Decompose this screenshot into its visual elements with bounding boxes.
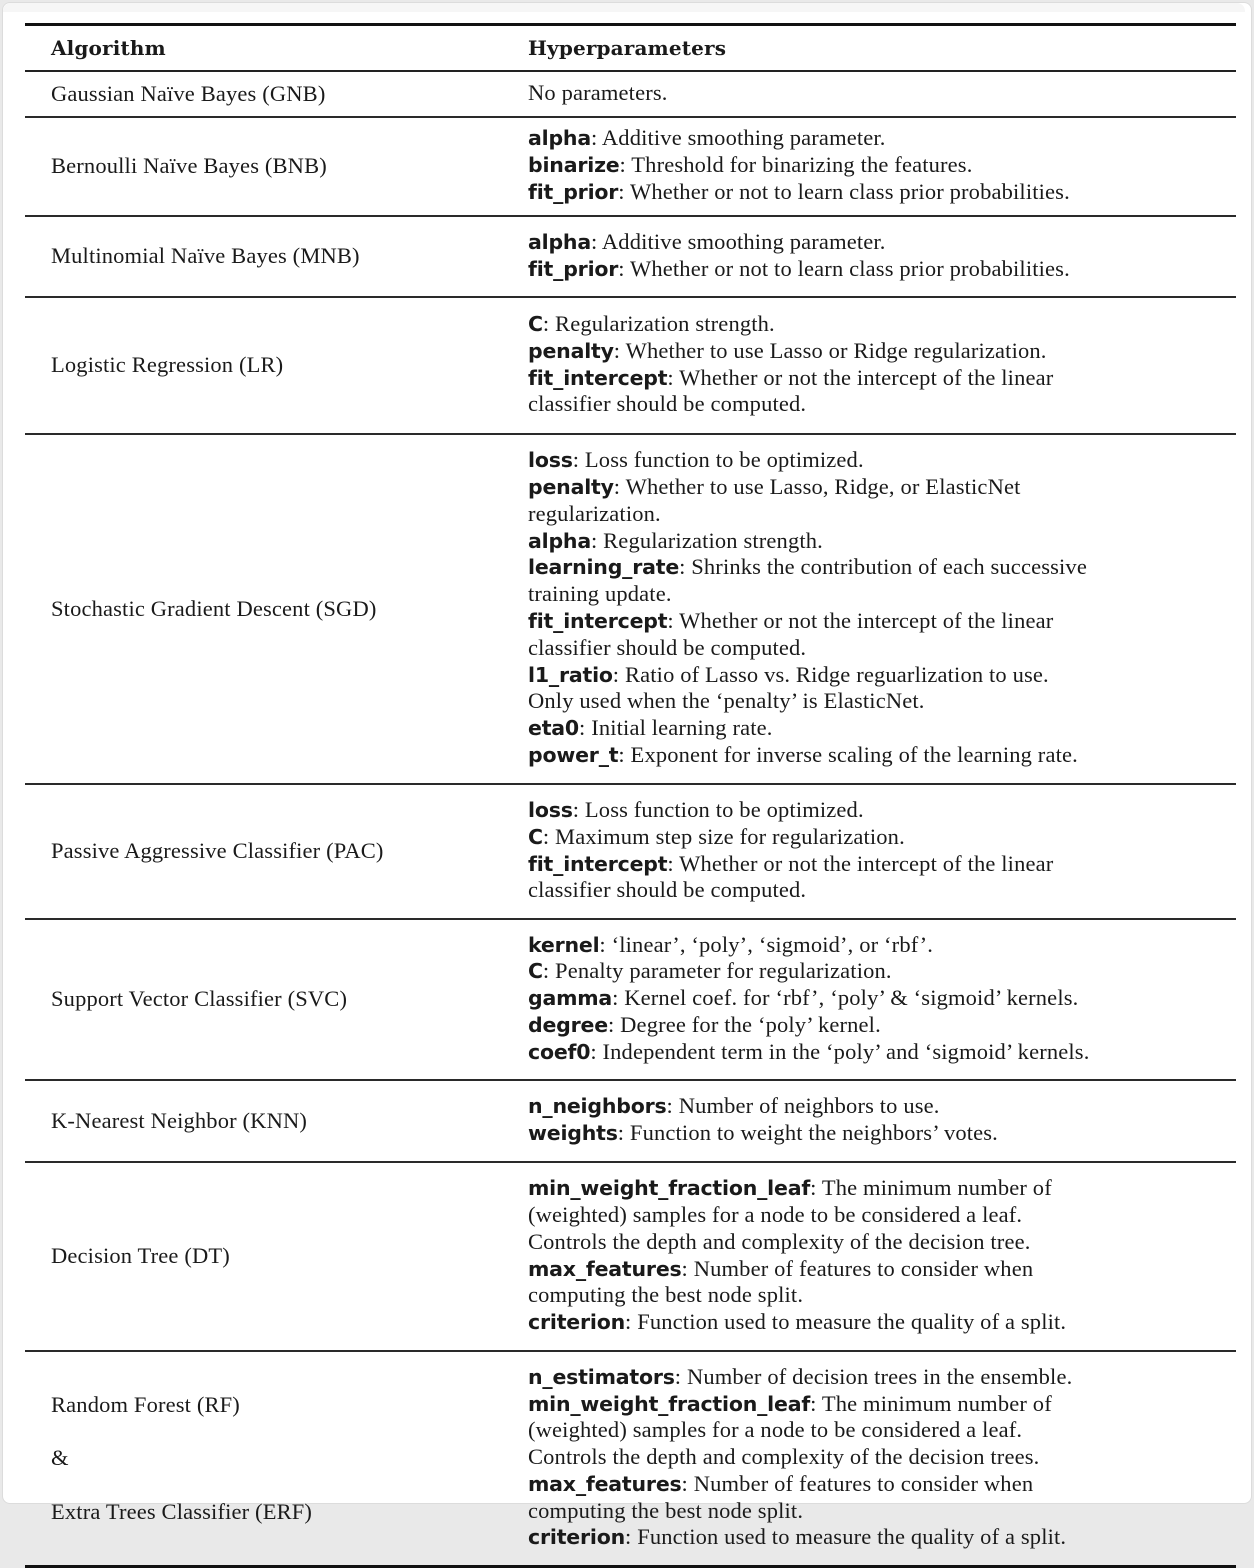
algorithm-name: Bernoulli Naïve Bayes (BNB) [51, 153, 327, 179]
hyperparameter-description: : Function used to measure the quality of a split. [625, 1524, 1067, 1550]
hyperparameter-name: fit_intercept [528, 365, 668, 390]
table-row [25, 1162, 1236, 1351]
hyperparameter-name: coef0 [528, 1039, 591, 1064]
algorithm-name: Multinomial Naïve Bayes (MNB) [51, 243, 360, 269]
hyperparameter-name: penalty [528, 475, 614, 500]
algorithm-name: Random Forest (RF) [51, 1391, 240, 1417]
hyperparameter-description: : Whether to use Lasso or Ridge regularization. [613, 337, 1047, 363]
table-row [25, 216, 1236, 297]
algorithm-name: Support Vector Classifier (SVC) [51, 986, 348, 1012]
hyperparameter-name: eta0 [528, 716, 580, 741]
hyperparameter-name: binarize [528, 153, 620, 178]
hyperparameter-description: : Whether or not the intercept of the linear [667, 850, 1054, 876]
hyperparameter-name: min_weight_fraction_leaf [528, 1176, 811, 1201]
hyperparameters-cell [508, 1080, 1236, 1162]
hyperparameter-name: kernel [528, 932, 600, 957]
hyperparameter-name: loss [528, 797, 573, 822]
hyperparameter-name: weights [528, 1121, 618, 1145]
hyperparameter-description: classifier should be computed. [528, 391, 807, 417]
hyperparameter-line [528, 80, 1236, 107]
hyperparameter-line [528, 635, 1236, 662]
hyperparameter-line [528, 1417, 1236, 1444]
hyperparameter-line [528, 958, 1236, 985]
algorithm-name: Extra Trees Classifier (ERF) [51, 1498, 313, 1524]
hyperparameter-description: : Number of decision trees in the ensemble. [674, 1363, 1073, 1389]
hyperparameter-name: fit_prior [528, 179, 619, 204]
algorithm-cell [25, 117, 508, 216]
header-hyperparameters: Hyperparameters [508, 25, 1236, 72]
hyperparameter-line [528, 608, 1236, 635]
table-row [25, 71, 1236, 117]
hyperparameters-cell [508, 117, 1236, 216]
hyperparameter-description: : Number of features to consider when [681, 1255, 1034, 1281]
hyperparameter-line [528, 688, 1236, 715]
table-row [25, 1080, 1236, 1162]
algorithm-cell [25, 216, 508, 297]
hyperparameters-cell [508, 71, 1236, 117]
hyperparameter-line [528, 1309, 1236, 1336]
algorithm-cell [25, 784, 508, 919]
hyperparameter-line [528, 1202, 1236, 1229]
algorithm-name: Gaussian Naïve Bayes (GNB) [51, 80, 326, 106]
hyperparameter-line [528, 1391, 1236, 1418]
hyperparameter-line [528, 338, 1236, 365]
hyperparameter-line [528, 1471, 1236, 1498]
hyperparameter-description: : The minimum number of [810, 1175, 1052, 1201]
algorithm-name: & [51, 1445, 69, 1471]
hyperparameter-description: Controls the depth and complexity of the decision tree. [528, 1228, 1031, 1254]
hyperparameter-description: No parameters. [528, 79, 668, 105]
hyperparameter-line [528, 554, 1236, 581]
hyperparameter-description: : Shrinks the contribution of each successive [679, 554, 1087, 580]
hyperparameter-line [528, 1524, 1236, 1551]
hyperparameter-line [528, 528, 1236, 555]
hyperparameter-line [528, 877, 1236, 904]
hyperparameter-line [528, 391, 1236, 418]
hyperparameter-line [528, 447, 1236, 474]
hyperparameter-name: criterion [528, 1525, 626, 1550]
hyperparameter-description: : Function to weight the neighbors’ votes. [617, 1120, 998, 1145]
hyperparameter-description: : Independent term in the ‘poly’ and ‘sigmoid’ kernels. [590, 1038, 1090, 1064]
algorithm-name: Passive Aggressive Classifier (PAC) [51, 838, 384, 864]
hyperparameter-line [528, 1120, 1236, 1147]
hyperparameter-name: min_weight_fraction_leaf [528, 1391, 811, 1416]
hyperparameter-line [528, 311, 1236, 338]
hyperparameter-description: computing the best node split. [528, 1282, 804, 1308]
hyperparameters-table [25, 23, 1236, 1568]
hyperparameter-line [528, 1282, 1236, 1309]
hyperparameter-name: C [528, 959, 543, 984]
algorithm-cell [25, 297, 508, 434]
hyperparameter-description: : Whether or not to learn class prior probabilities. [618, 178, 1070, 204]
hyperparameter-line [528, 1498, 1236, 1525]
algorithm-cell [25, 919, 508, 1080]
algorithm-cell [25, 1080, 508, 1162]
hyperparameter-name: fit_intercept [528, 851, 668, 876]
hyperparameter-description: : ‘linear’, ‘poly’, ‘sigmoid’, or ‘rbf’. [599, 931, 934, 957]
hyperparameter-line [528, 1229, 1236, 1256]
table-row [25, 297, 1236, 434]
hyperparameter-name: n_neighbors [528, 1094, 667, 1119]
hyperparameter-line [528, 985, 1236, 1012]
hyperparameter-line [528, 797, 1236, 824]
hyperparameter-line [528, 501, 1236, 528]
hyperparameter-name: learning_rate [528, 555, 680, 580]
hyperparameter-line [528, 179, 1236, 206]
algorithm-cell [25, 1162, 508, 1351]
hyperparameters-cell [508, 919, 1236, 1080]
hyperparameter-name: alpha [528, 126, 591, 151]
table-row [25, 117, 1236, 216]
hyperparameter-line [528, 1444, 1236, 1471]
algorithm-cell [25, 1351, 508, 1567]
hyperparameter-description: : Kernel coef. for ‘rbf’, ‘poly’ & ‘sigmoid’ kernels. [612, 985, 1079, 1011]
hyperparameter-name: fit_intercept [528, 609, 668, 633]
hyperparameter-description: Only used when the ‘penalty’ is ElasticNet. [528, 688, 925, 714]
hyperparameter-description: : Threshold for binarizing the features. [619, 152, 973, 178]
hyperparameter-description: Controls the depth and complexity of the decision trees. [528, 1444, 1040, 1470]
hyperparameters-cell [508, 1351, 1236, 1567]
hyperparameter-name: n_estimators [528, 1364, 675, 1389]
hyperparameter-name: alpha [528, 528, 591, 553]
hyperparameter-description: classifier should be computed. [528, 877, 807, 903]
hyperparameter-name: penalty [528, 338, 614, 363]
hyperparameter-name: C [528, 824, 543, 849]
hyperparameters-cell [508, 297, 1236, 434]
hyperparameter-name: criterion [528, 1310, 626, 1335]
hyperparameter-line [528, 1175, 1236, 1202]
hyperparameter-description: (weighted) samples for a node to be considered a leaf. [528, 1417, 1023, 1443]
hyperparameters-cell [508, 216, 1236, 297]
table-row [25, 434, 1236, 784]
hyperparameter-description: : Number of features to consider when [681, 1470, 1034, 1496]
hyperparameter-description: : Whether to use Lasso, Ridge, or ElasticNet [613, 474, 1021, 500]
hyperparameter-description: : Regularization strength. [542, 310, 775, 336]
hyperparameter-description: : Whether or not the intercept of the linear [667, 608, 1054, 633]
hyperparameter-line [528, 824, 1236, 851]
hyperparameter-line [528, 125, 1236, 152]
hyperparameter-description: : Ratio of Lasso vs. Ridge reguarlization to use. [612, 661, 1049, 687]
algorithm-name: K-Nearest Neighbor (KNN) [51, 1107, 308, 1133]
hyperparameter-description: : Initial learning rate. [579, 715, 773, 741]
hyperparameter-description: (weighted) samples for a node to be considered a leaf. [528, 1201, 1023, 1227]
hyperparameter-description: : Whether or not the intercept of the linear [667, 364, 1054, 390]
hyperparameter-description: : Exponent for inverse scaling of the learning rate. [618, 741, 1078, 767]
hyperparameter-description: : Regularization strength. [590, 527, 823, 553]
hyperparameter-description: regularization. [528, 500, 661, 526]
algorithm-name: Logistic Regression (LR) [51, 352, 284, 378]
hyperparameter-description: training update. [528, 581, 672, 607]
table-row [25, 784, 1236, 919]
hyperparameter-name: alpha [528, 229, 591, 254]
hyperparameter-line [528, 1093, 1236, 1120]
hyperparameter-description: : Penalty parameter for regularization. [542, 958, 892, 984]
hyperparameter-description: : Whether or not to learn class prior probabilities. [618, 255, 1070, 281]
hyperparameter-line [528, 229, 1236, 256]
hyperparameter-description: : Function used to measure the quality of a split. [625, 1309, 1067, 1335]
hyperparameter-description: : Additive smoothing parameter. [590, 228, 886, 254]
hyperparameter-description: : Additive smoothing parameter. [590, 125, 886, 151]
hyperparameters-cell [508, 434, 1236, 784]
hyperparameter-line [528, 474, 1236, 501]
hyperparameter-description: : Maximum step size for regularization. [542, 823, 905, 849]
hyperparameter-line [528, 715, 1236, 742]
hyperparameter-description: computing the best node split. [528, 1497, 804, 1523]
hyperparameter-line [528, 851, 1236, 878]
hyperparameter-line [528, 1039, 1236, 1066]
algorithm-name: Decision Tree (DT) [51, 1243, 230, 1269]
hyperparameter-line [528, 581, 1236, 608]
algorithm-cell [25, 434, 508, 784]
line-gap [51, 1418, 508, 1445]
hyperparameter-name: max_features [528, 1256, 682, 1281]
hyperparameter-description: : Loss function to be optimized. [572, 796, 864, 822]
hyperparameter-description: classifier should be computed. [528, 634, 807, 660]
table-row [25, 919, 1236, 1080]
hyperparameter-line [528, 662, 1236, 689]
hyperparameter-line [528, 1256, 1236, 1283]
table-header-row [25, 25, 1236, 72]
hyperparameter-line [528, 256, 1236, 283]
hyperparameter-line [528, 932, 1236, 959]
hyperparameter-line [528, 152, 1236, 179]
hyperparameter-description: : Loss function to be optimized. [572, 447, 864, 473]
algorithm-name: Stochastic Gradient Descent (SGD) [51, 595, 377, 621]
hyperparameter-name: fit_prior [528, 256, 619, 281]
hyperparameter-name: power_t [528, 742, 619, 767]
hyperparameters-cell [508, 784, 1236, 919]
algorithm-cell [25, 71, 508, 117]
hyperparameters-cell [508, 1162, 1236, 1351]
table-row [25, 1351, 1236, 1567]
hyperparameter-name: loss [528, 448, 573, 473]
hyperparameter-line [528, 365, 1236, 392]
frame-top-strip [3, 3, 1245, 12]
hyperparameter-name: max_features [528, 1471, 682, 1496]
hyperparameter-line [528, 1364, 1236, 1391]
line-gap [51, 1472, 508, 1499]
hyperparameter-name: C [528, 311, 543, 336]
hyperparameter-line [528, 742, 1236, 769]
hyperparameter-name: degree [528, 1012, 608, 1037]
hyperparameter-line [528, 1012, 1236, 1039]
hyperparameter-description: : The minimum number of [810, 1390, 1052, 1416]
hyperparameter-description: : Number of neighbors to use. [666, 1093, 940, 1119]
hyperparameter-description: : Degree for the ‘poly’ kernel. [607, 1011, 881, 1037]
hyperparameter-name: l1_ratio [528, 662, 613, 687]
header-algorithm: Algorithm [25, 25, 508, 72]
hyperparameter-name: gamma [528, 986, 613, 1011]
